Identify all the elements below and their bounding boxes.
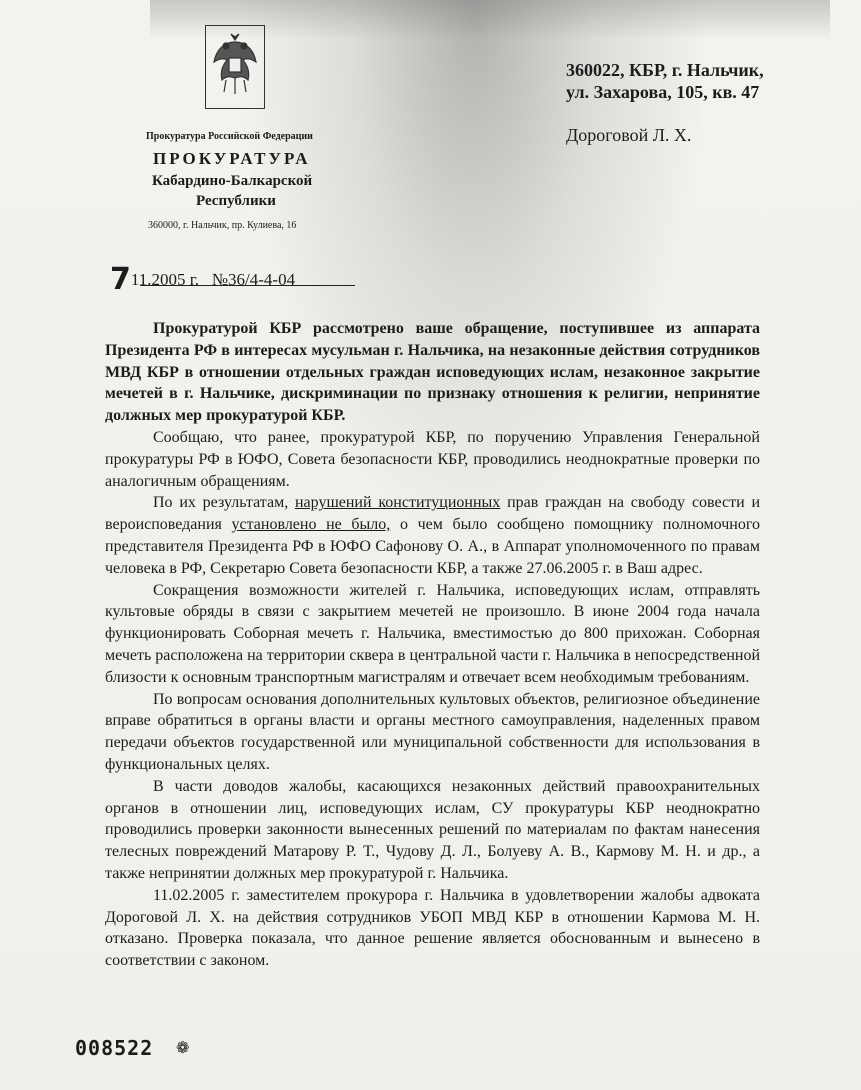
paragraph-4: Сокращения возможности жителей г. Нальчика, исповедующих ислам, отправлять культовые обряды в связи с закрытием мечетей не произошло. В июне 2004 года начала функционировать Соборная мечеть г. Нальчика, вместимостью до 800 прихожан. Соборная мечеть расположена на территории сквера в центральной части г. Нальчика в непосредственной близости к основным транспортным магистралям и отвечает всем необходимым требованиям. bbox=[105, 581, 760, 686]
recipient-name: Дороговой Л. Х. bbox=[566, 125, 692, 145]
russian-coat-of-arms-icon bbox=[205, 25, 265, 109]
paragraph-3-underlined-1: нарушений конституционных bbox=[294, 494, 501, 512]
org-line-prosecutor: ПРОКУРАТУРА bbox=[153, 149, 311, 168]
org-line-federation: Прокуратура Российской Федерации bbox=[146, 131, 313, 142]
paragraph-3-a: По их результатам, bbox=[153, 494, 295, 512]
org-line-region: Кабардино-Балкарской bbox=[152, 173, 313, 189]
letter-body bbox=[105, 318, 760, 972]
org-address: 360000, г. Нальчик, пр. Кулиева, 16 bbox=[148, 220, 297, 231]
reference-number: №36/4-4-04 bbox=[211, 270, 296, 289]
org-line-republic: Республики bbox=[196, 193, 276, 209]
paragraph-3-underlined-2: установлено не было, bbox=[231, 516, 391, 534]
date-rest: 11.2005 г. bbox=[130, 270, 200, 289]
paragraph-3-c: о чем было сообщено помощнику полномочного представителя Президента РФ в ЮФО Сафонову О. А., в Аппарат уполномоченного по правам человека в РФ, Секретарю Совета безопасности КБР, а также 27.06.2005 г. в Ваш адрес. bbox=[105, 516, 760, 577]
paragraph-2: Сообщаю, что ранее, прокуратурой КБР, по поручению Управления Генеральной прокуратуры РФ в ЮФО, Совета безопасности КБР, проводились неоднократные проверки по аналогичным обращениям. bbox=[105, 428, 760, 490]
reference-date-number bbox=[110, 258, 296, 297]
recipient-address-line2: ул. Захарова, 105, кв. 47 bbox=[566, 82, 760, 102]
paragraph-3-b: прав граждан на свободу совести и вероисповедания bbox=[105, 494, 761, 534]
paragraph-3 bbox=[105, 492, 760, 579]
paragraph-5: По вопросам основания дополнительных культовых объектов, религиозное объединение вправе обратиться в органы власти и органы местного самоуправления, наделенных правом передачи объектов государственной или муниципальной собственности для использования в функциональных целях. bbox=[105, 690, 760, 773]
paragraph-6: В части доводов жалобы, касающихся незаконных действий правоохранительных органов в отношении лиц, исповедующих ислам, СУ прокуратуры КБР неоднократно проводились проверки законности вынесенных решений по материалам по фактам нанесения телесных повреждений Матарову Р. Т., Чудову Д. Л., Болуеву А. В., Кармову М. Н. и др., а также непринятии должных мер прокуратурой г. Нальчика. bbox=[105, 777, 760, 882]
serial-ornament-icon: ❁ bbox=[176, 1040, 190, 1057]
paragraph-7: 11.02.2005 г. заместителем прокурора г. Нальчика в удовлетворении жалобы адвоката Дороговой Л. Х. на действия сотрудников УБОП МВД КБР в отношении Кармова М. Н. отказано. Проверка показала, что данное решение является обоснованным и вынесено в соответствии с законом. bbox=[105, 886, 760, 970]
paragraph-1: Прокуратурой КБР рассмотрено ваше обращение, поступившее из аппарата Президента РФ в интересах мусульман г. Нальчика, на незаконные действия сотрудников МВД КБР в отношении отдельных граждан исповедующих ислам, незаконное закрытие мечетей в г. Нальчике, дискриминации по признаку отношения к религии, непринятие должных мер прокуратурой КБР. bbox=[105, 320, 760, 425]
date-day-handwritten: 7 bbox=[110, 262, 131, 297]
form-serial-number: 008522 bbox=[75, 1036, 154, 1060]
reference-underline bbox=[140, 285, 355, 286]
recipient-address-line1: 360022, КБР, г. Нальчик, bbox=[566, 60, 764, 80]
